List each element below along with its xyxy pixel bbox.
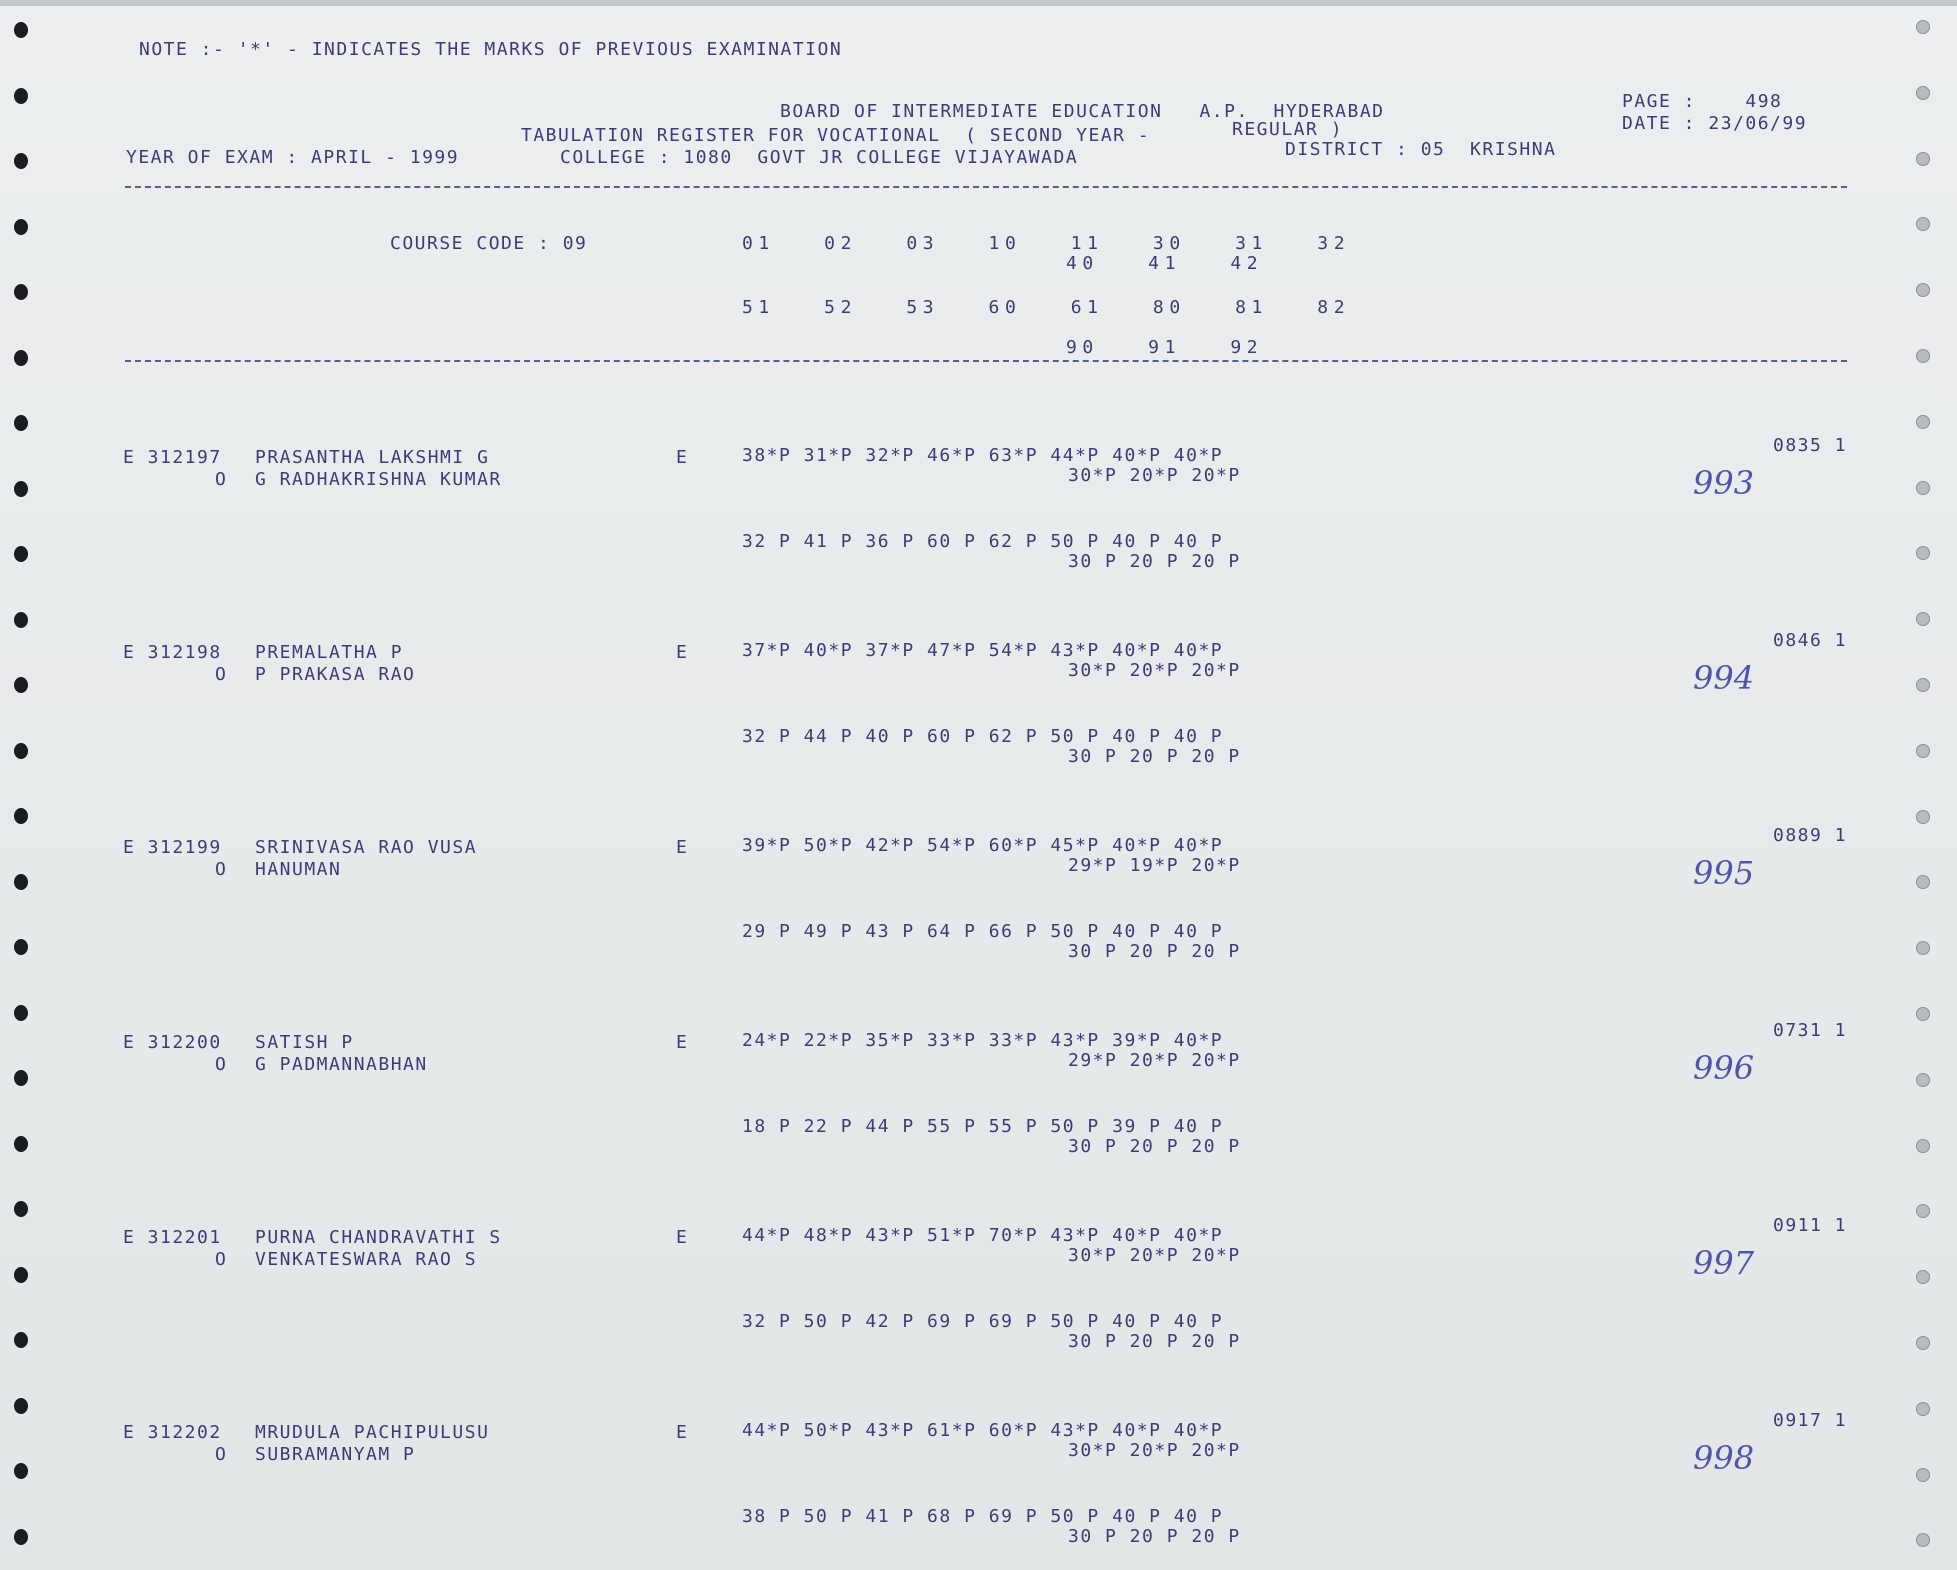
student-name: PRASANTHA LAKSHMI G <box>255 447 490 468</box>
feed-hole <box>14 415 28 431</box>
feed-hole <box>14 1463 28 1479</box>
feed-hole <box>1916 1204 1930 1218</box>
total-marks: 0889 1 <box>1773 825 1848 846</box>
student-name: PURNA CHANDRAVATHI S <box>255 1227 502 1248</box>
course-subjects-row2: 51 52 53 60 61 80 81 82 <box>742 297 1351 318</box>
course-subjects-row3: 90 91 92 <box>1066 337 1264 358</box>
feed-hole <box>14 677 28 693</box>
feed-hole <box>14 1398 28 1414</box>
student-hall-ticket: E 312197 <box>123 447 222 468</box>
feed-hole <box>14 219 28 235</box>
feed-hole <box>1916 612 1930 626</box>
parent-name: SUBRAMANYAM P <box>255 1444 416 1465</box>
current-marks-row2: 30 P 20 P 20 P <box>1068 746 1241 767</box>
student-code: O <box>215 859 228 880</box>
page-number: PAGE : 498 <box>1622 91 1783 112</box>
previous-marks-row1: 37*P 40*P 37*P 47*P 54*P 43*P 40*P 40*P <box>742 640 1224 661</box>
total-marks: 0835 1 <box>1773 435 1848 456</box>
student-name: MRUDULA PACHIPULUSU <box>255 1422 490 1443</box>
student-code: O <box>215 469 228 490</box>
feed-hole <box>14 88 28 104</box>
feed-hole <box>14 874 28 890</box>
course-code: COURSE CODE : 09 <box>390 233 588 254</box>
student-name: SRINIVASA RAO VUSA <box>255 837 478 858</box>
previous-marks-row2: 30*P 20*P 20*P <box>1068 1245 1241 1266</box>
previous-marks-row1: 44*P 48*P 43*P 51*P 70*P 43*P 40*P 40*P <box>742 1225 1224 1246</box>
course-subjects-row1: 01 02 03 10 11 30 31 32 <box>742 233 1351 254</box>
feed-hole <box>1916 152 1930 166</box>
feed-hole <box>1916 481 1930 495</box>
parent-name: VENKATESWARA RAO S <box>255 1249 478 1270</box>
feed-hole <box>14 481 28 497</box>
feed-hole <box>1916 283 1930 297</box>
regular-label: REGULAR ) <box>1232 119 1344 140</box>
feed-hole <box>1916 875 1930 889</box>
medium: E <box>676 1227 689 1248</box>
print-date: DATE : 23/06/99 <box>1622 113 1808 134</box>
previous-marks-row2: 30*P 20*P 20*P <box>1068 1440 1241 1461</box>
current-marks-row1: 29 P 49 P 43 P 64 P 66 P 50 P 40 P 40 P <box>742 921 1224 942</box>
previous-marks-row1: 24*P 22*P 35*P 33*P 33*P 43*P 39*P 40*P <box>742 1030 1224 1051</box>
previous-marks-row2: 29*P 20*P 20*P <box>1068 1050 1241 1071</box>
student-hall-ticket: E 312200 <box>123 1032 222 1053</box>
feed-hole <box>14 153 28 169</box>
previous-marks-row1: 38*P 31*P 32*P 46*P 63*P 44*P 40*P 40*P <box>742 445 1224 466</box>
board-title: BOARD OF INTERMEDIATE EDUCATION A.P. HYDERABAD <box>780 101 1385 122</box>
feed-hole <box>1916 1402 1930 1416</box>
current-marks-row1: 32 P 50 P 42 P 69 P 69 P 50 P 40 P 40 P <box>742 1311 1224 1332</box>
handwritten-serial: 997 <box>1693 1244 1755 1282</box>
feed-hole <box>14 808 28 824</box>
register-title: TABULATION REGISTER FOR VOCATIONAL ( SECOND YEAR - <box>521 125 1151 146</box>
feed-hole <box>14 1201 28 1217</box>
feed-hole <box>14 22 28 38</box>
handwritten-serial: 995 <box>1693 854 1755 892</box>
student-hall-ticket: E 312201 <box>123 1227 222 1248</box>
current-marks-row1: 32 P 41 P 36 P 60 P 62 P 50 P 40 P 40 P <box>742 531 1224 552</box>
feed-hole <box>1916 1336 1930 1350</box>
previous-marks-row2: 30*P 20*P 20*P <box>1068 465 1241 486</box>
current-marks-row2: 30 P 20 P 20 P <box>1068 1136 1241 1157</box>
handwritten-serial: 996 <box>1693 1049 1755 1087</box>
medium: E <box>676 1032 689 1053</box>
feed-hole <box>1916 546 1930 560</box>
handwritten-serial: 994 <box>1693 659 1755 697</box>
previous-marks-row2: 29*P 19*P 20*P <box>1068 855 1241 876</box>
total-marks: 0917 1 <box>1773 1410 1848 1431</box>
feed-hole <box>1916 744 1930 758</box>
student-hall-ticket: E 312199 <box>123 837 222 858</box>
previous-marks-row1: 44*P 50*P 43*P 61*P 60*P 43*P 40*P 40*P <box>742 1420 1224 1441</box>
feed-hole <box>1916 941 1930 955</box>
feed-hole <box>1916 217 1930 231</box>
previous-marks-row2: 30*P 20*P 20*P <box>1068 660 1241 681</box>
student-name: SATISH P <box>255 1032 354 1053</box>
handwritten-serial: 993 <box>1693 464 1755 502</box>
feed-hole <box>14 1005 28 1021</box>
feed-hole <box>1916 678 1930 692</box>
feed-hole <box>14 743 28 759</box>
previous-marks-row1: 39*P 50*P 42*P 54*P 60*P 45*P 40*P 40*P <box>742 835 1224 856</box>
parent-name: G RADHAKRISHNA KUMAR <box>255 469 502 490</box>
current-marks-row2: 30 P 20 P 20 P <box>1068 1331 1241 1352</box>
college-name: COLLEGE : 1080 GOVT JR COLLEGE VIJAYAWADA <box>560 147 1079 168</box>
feed-hole <box>1916 20 1930 34</box>
feed-hole <box>1916 1073 1930 1087</box>
total-marks: 0846 1 <box>1773 630 1848 651</box>
medium: E <box>676 1422 689 1443</box>
feed-hole <box>14 284 28 300</box>
total-marks: 0731 1 <box>1773 1020 1848 1041</box>
parent-name: G PADMANNABHAN <box>255 1054 428 1075</box>
current-marks-row1: 38 P 50 P 41 P 68 P 69 P 50 P 40 P 40 P <box>742 1506 1224 1527</box>
medium: E <box>676 447 689 468</box>
handwritten-serial: 998 <box>1693 1439 1755 1477</box>
feed-hole <box>14 1136 28 1152</box>
feed-hole <box>14 1070 28 1086</box>
divider-top <box>125 186 1847 188</box>
parent-name: P PRAKASA RAO <box>255 664 416 685</box>
feed-hole <box>14 939 28 955</box>
feed-hole <box>1916 1270 1930 1284</box>
feed-hole <box>1916 1139 1930 1153</box>
feed-hole <box>1916 1007 1930 1021</box>
feed-hole <box>14 1267 28 1283</box>
total-marks: 0911 1 <box>1773 1215 1848 1236</box>
current-marks-row1: 18 P 22 P 44 P 55 P 55 P 50 P 39 P 40 P <box>742 1116 1224 1137</box>
exam-year: YEAR OF EXAM : APRIL - 1999 <box>126 147 460 168</box>
feed-hole <box>1916 810 1930 824</box>
medium: E <box>676 837 689 858</box>
current-marks-row2: 30 P 20 P 20 P <box>1068 941 1241 962</box>
current-marks-row2: 30 P 20 P 20 P <box>1068 1526 1241 1547</box>
student-code: O <box>215 1444 228 1465</box>
medium: E <box>676 642 689 663</box>
feed-hole <box>14 612 28 628</box>
district-name: DISTRICT : 05 KRISHNA <box>1285 139 1557 160</box>
parent-name: HANUMAN <box>255 859 342 880</box>
student-code: O <box>215 664 228 685</box>
feed-hole <box>1916 86 1930 100</box>
student-name: PREMALATHA P <box>255 642 404 663</box>
current-marks-row2: 30 P 20 P 20 P <box>1068 551 1241 572</box>
paper-top-edge <box>0 0 1957 6</box>
note-line: NOTE :- '*' - INDICATES THE MARKS OF PREVIOUS EXAMINATION <box>139 39 843 60</box>
feed-hole <box>1916 349 1930 363</box>
feed-hole <box>14 1529 28 1545</box>
student-code: O <box>215 1054 228 1075</box>
student-hall-ticket: E 312202 <box>123 1422 222 1443</box>
divider-bottom <box>125 360 1847 362</box>
course-subjects-row1b: 40 41 42 <box>1066 253 1264 274</box>
student-code: O <box>215 1249 228 1270</box>
feed-hole <box>1916 415 1930 429</box>
feed-hole <box>1916 1468 1930 1482</box>
feed-hole <box>14 1332 28 1348</box>
feed-hole <box>1916 1533 1930 1547</box>
current-marks-row1: 32 P 44 P 40 P 60 P 62 P 50 P 40 P 40 P <box>742 726 1224 747</box>
feed-hole <box>14 546 28 562</box>
feed-hole <box>14 350 28 366</box>
student-hall-ticket: E 312198 <box>123 642 222 663</box>
